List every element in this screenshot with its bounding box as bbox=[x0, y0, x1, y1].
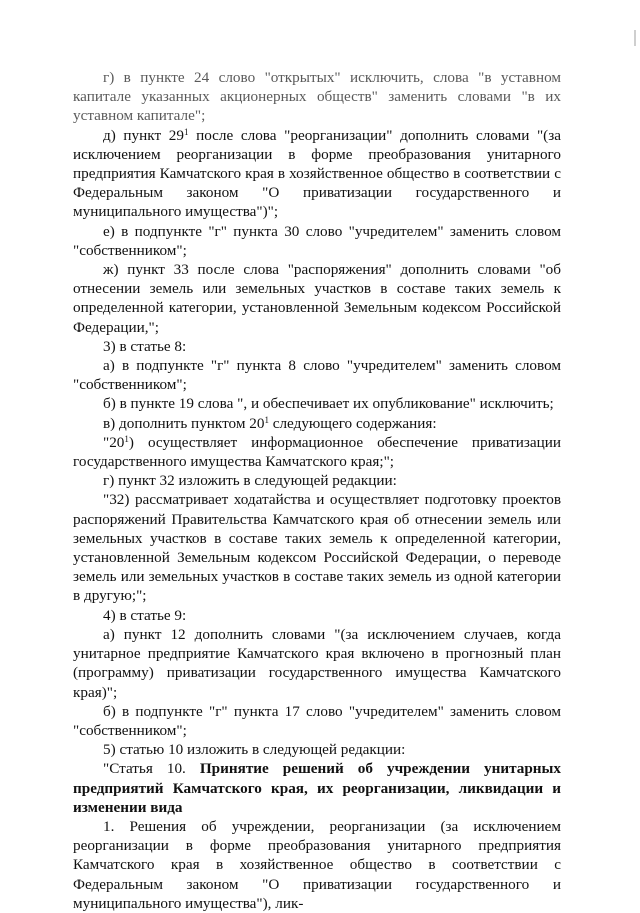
superscript: 1 bbox=[124, 433, 129, 444]
scan-edge-mark bbox=[634, 30, 636, 46]
paragraph-9-12: а) пункт 12 дополнить словами "(за исключением случаев, когда унитарное предприятие Камчатского края включено в прогнозный план (программу) приватизации государственного имущества Камчатского края)"; bbox=[73, 625, 561, 701]
article-8-heading: 3) в статье 8: bbox=[103, 337, 187, 355]
paragraph-8-19: б) в пункте 19 слова ", и обеспечивает их опубликование" исключить; bbox=[103, 395, 554, 413]
article-10-label: "Статья 10. bbox=[103, 760, 200, 778]
paragraph-32-text: "32) рассматривает ходатайства и осуществляет подготовку проектов распоряжений Правительства Камчатского края об отнесении земель или земельных участков в составе таких земель к определенной категории, установленной Земельным кодексом Российской Федерации, о переводе земель или земельных участков в составе таких земель из одной категории в другую;"; bbox=[73, 491, 561, 605]
paragraph-20-1-add bbox=[73, 414, 561, 433]
paragraph-20-1-text bbox=[73, 433, 561, 471]
article-9-heading: 4) в статье 9: bbox=[103, 606, 187, 624]
paragraph-29-1-start: д) пункт 29 bbox=[103, 126, 184, 144]
paragraph-30: е) в подпункте "г" пункта 30 слово "учредителем" заменить словом "собственником"; bbox=[73, 222, 561, 259]
superscript: 1 bbox=[264, 414, 269, 425]
paragraph-20-1-add-start: в) дополнить пунктом 20 bbox=[103, 414, 265, 432]
article-10-heading: Принятие решений об учреждении унитарных предприятий Камчатского края, их реорганизации, ликвидации и изменении вида bbox=[73, 760, 561, 816]
paragraph-33: ж) пункт 33 после слова "распоряжения" дополнить словами "об отнесении земель или земельных участков в составе таких земель к определенной категории, установленной Земельным кодексом Российской Федерации,"; bbox=[73, 261, 561, 336]
paragraph-20-1-text-rest: ) осуществляет информационное обеспечение приватизации государственного имущества Камчатского края;"; bbox=[73, 433, 561, 471]
document-page bbox=[73, 68, 561, 913]
paragraph-9-17: б) в подпункте "г" пункта 17 слово "учредителем" заменить словом "собственником"; bbox=[73, 702, 561, 739]
article-10-title bbox=[73, 759, 561, 817]
paragraph-32-intro: г) пункт 32 изложить в следующей редакции: bbox=[103, 472, 397, 490]
article-10-intro: 5) статью 10 изложить в следующей редакции: bbox=[103, 741, 406, 759]
paragraph-29-1 bbox=[73, 126, 561, 222]
paragraph-29-1-rest: после слова "реорганизации" дополнить словами "(за исключением реорганизации в форме преобразования унитарного предприятия Камчатского края в хозяйственное общество в соответствии с Федеральным законом "О приватизации государственного и муниципального имущества")"; bbox=[73, 126, 561, 221]
paragraph-20-1-text-start: "20 bbox=[103, 433, 125, 451]
article-10-point-1: 1. Решения об учреждении, реорганизации (за исключением реорганизации в форме преобразования унитарного предприятия Камчатского края в хозяйственное общество в соответствии с Федеральным законом "О приватизации государственного и муниципального имущества"), лик- bbox=[73, 817, 561, 912]
paragraph-20-1-add-rest: следующего содержания: bbox=[268, 414, 437, 432]
paragraph-24: г) в пункте 24 слово "открытых" исключить, слова "в уставном капитале указанных акционерных обществ" заменить словами "в их уставном капитале"; bbox=[73, 69, 561, 125]
superscript: 1 bbox=[183, 126, 189, 137]
paragraph-8-8: а) в подпункте "г" пункта 8 слово "учредителем" заменить словом "собственником"; bbox=[73, 357, 561, 394]
